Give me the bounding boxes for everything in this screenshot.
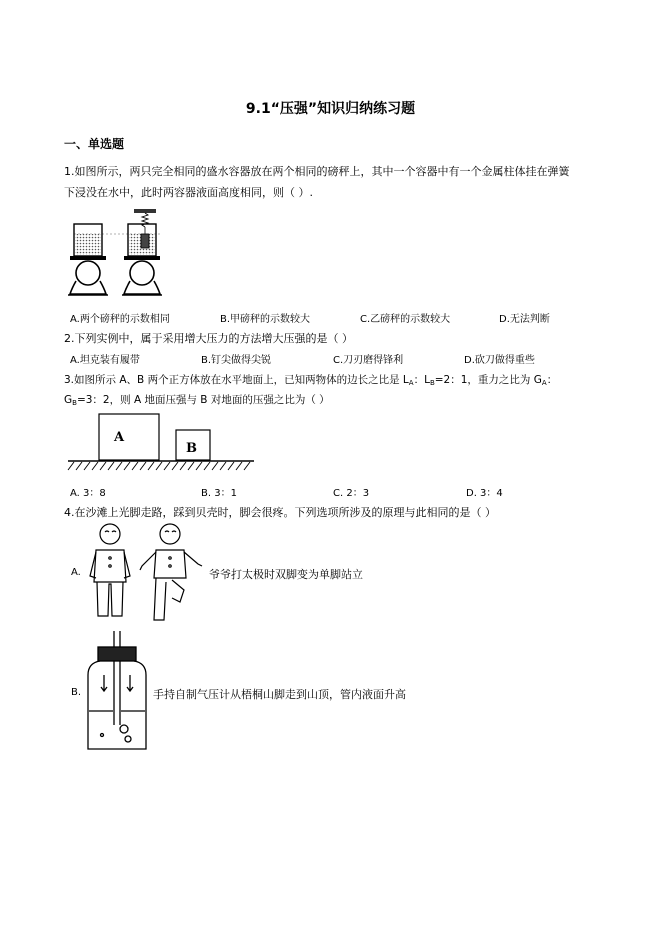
cube-a: [99, 414, 159, 460]
q3-option-c[interactable]: C. 2：3: [333, 488, 370, 499]
q3-option-d[interactable]: D. 3：4: [466, 488, 503, 499]
right-scale: [122, 209, 162, 295]
q1-option-c[interactable]: C.乙磅秤的示数较大: [360, 314, 451, 325]
person-one-foot: [140, 524, 202, 620]
person-two-feet: [90, 524, 130, 616]
q1-stem-line1: 1.如图所示，两只完全相同的盛水容器放在两个相同的磅秤上，其中一个容器中有一个金属柱体挂在弹簧: [64, 165, 570, 178]
page-title: 9.1“压强”知识归纳练习题: [245, 101, 416, 117]
q3-cubes-figure: [64, 410, 264, 474]
cube-a-label: A: [114, 430, 125, 445]
q1-option-a[interactable]: A.两个磅秤的示数相同: [70, 314, 170, 325]
cube-b-label: B: [186, 441, 197, 456]
q2-option-a[interactable]: A.坦克装有履带: [70, 355, 140, 366]
q3-option-a[interactable]: A. 3：8: [70, 488, 106, 499]
q4-barometer-figure: [84, 631, 152, 753]
q1-scales-figure: [64, 206, 174, 301]
ground-hatching: [68, 462, 250, 470]
q3-stem-line2: $G_B=3$：2，则 A 地面压强与 B 对地面的压强之比为（ ）: [64, 394, 330, 407]
q3-stem-line1: 3.如图所示 A、B 两个正方体放在水平地面上，已知两物体的边长之比是 $L_A$：$L_B=2$：1，重力之比为 $G_A$：: [64, 374, 558, 387]
q2-stem: 2.下列实例中，属于采用增大压力的方法增大压强的是（ ）: [64, 332, 353, 345]
q1-stem-line2: 下浸没在水中，此时两容器液面高度相同，则（ ）.: [64, 186, 313, 199]
q3-option-b[interactable]: B. 3：1: [201, 488, 237, 499]
q4-option-b-text[interactable]: 手持自制气压计从梧桐山脚走到山顶，管内液面升高: [153, 688, 406, 701]
q4-option-a-text[interactable]: 爷爷打太极时双脚变为单脚站立: [209, 568, 363, 581]
q2-option-b[interactable]: B.钉尖做得尖锐: [201, 355, 272, 366]
q4-stem: 4.在沙滩上光脚走路，踩到贝壳时，脚会很疼。下列选项所涉及的原理与此相同的是（ ）: [64, 506, 496, 519]
q4-option-a-label[interactable]: A.: [71, 567, 81, 578]
q2-option-c[interactable]: C.刀刃磨得锋利: [333, 355, 404, 366]
q4-option-b-label[interactable]: B.: [71, 687, 82, 698]
section-heading: 一、单选题: [64, 137, 125, 151]
q4-taichi-figure: [86, 520, 208, 624]
q2-option-d[interactable]: D.砍刀做得重些: [464, 355, 535, 366]
q1-option-d[interactable]: D.无法判断: [499, 314, 550, 325]
left-scale: [68, 224, 108, 295]
q1-option-b[interactable]: B.甲磅秤的示数较大: [220, 314, 311, 325]
